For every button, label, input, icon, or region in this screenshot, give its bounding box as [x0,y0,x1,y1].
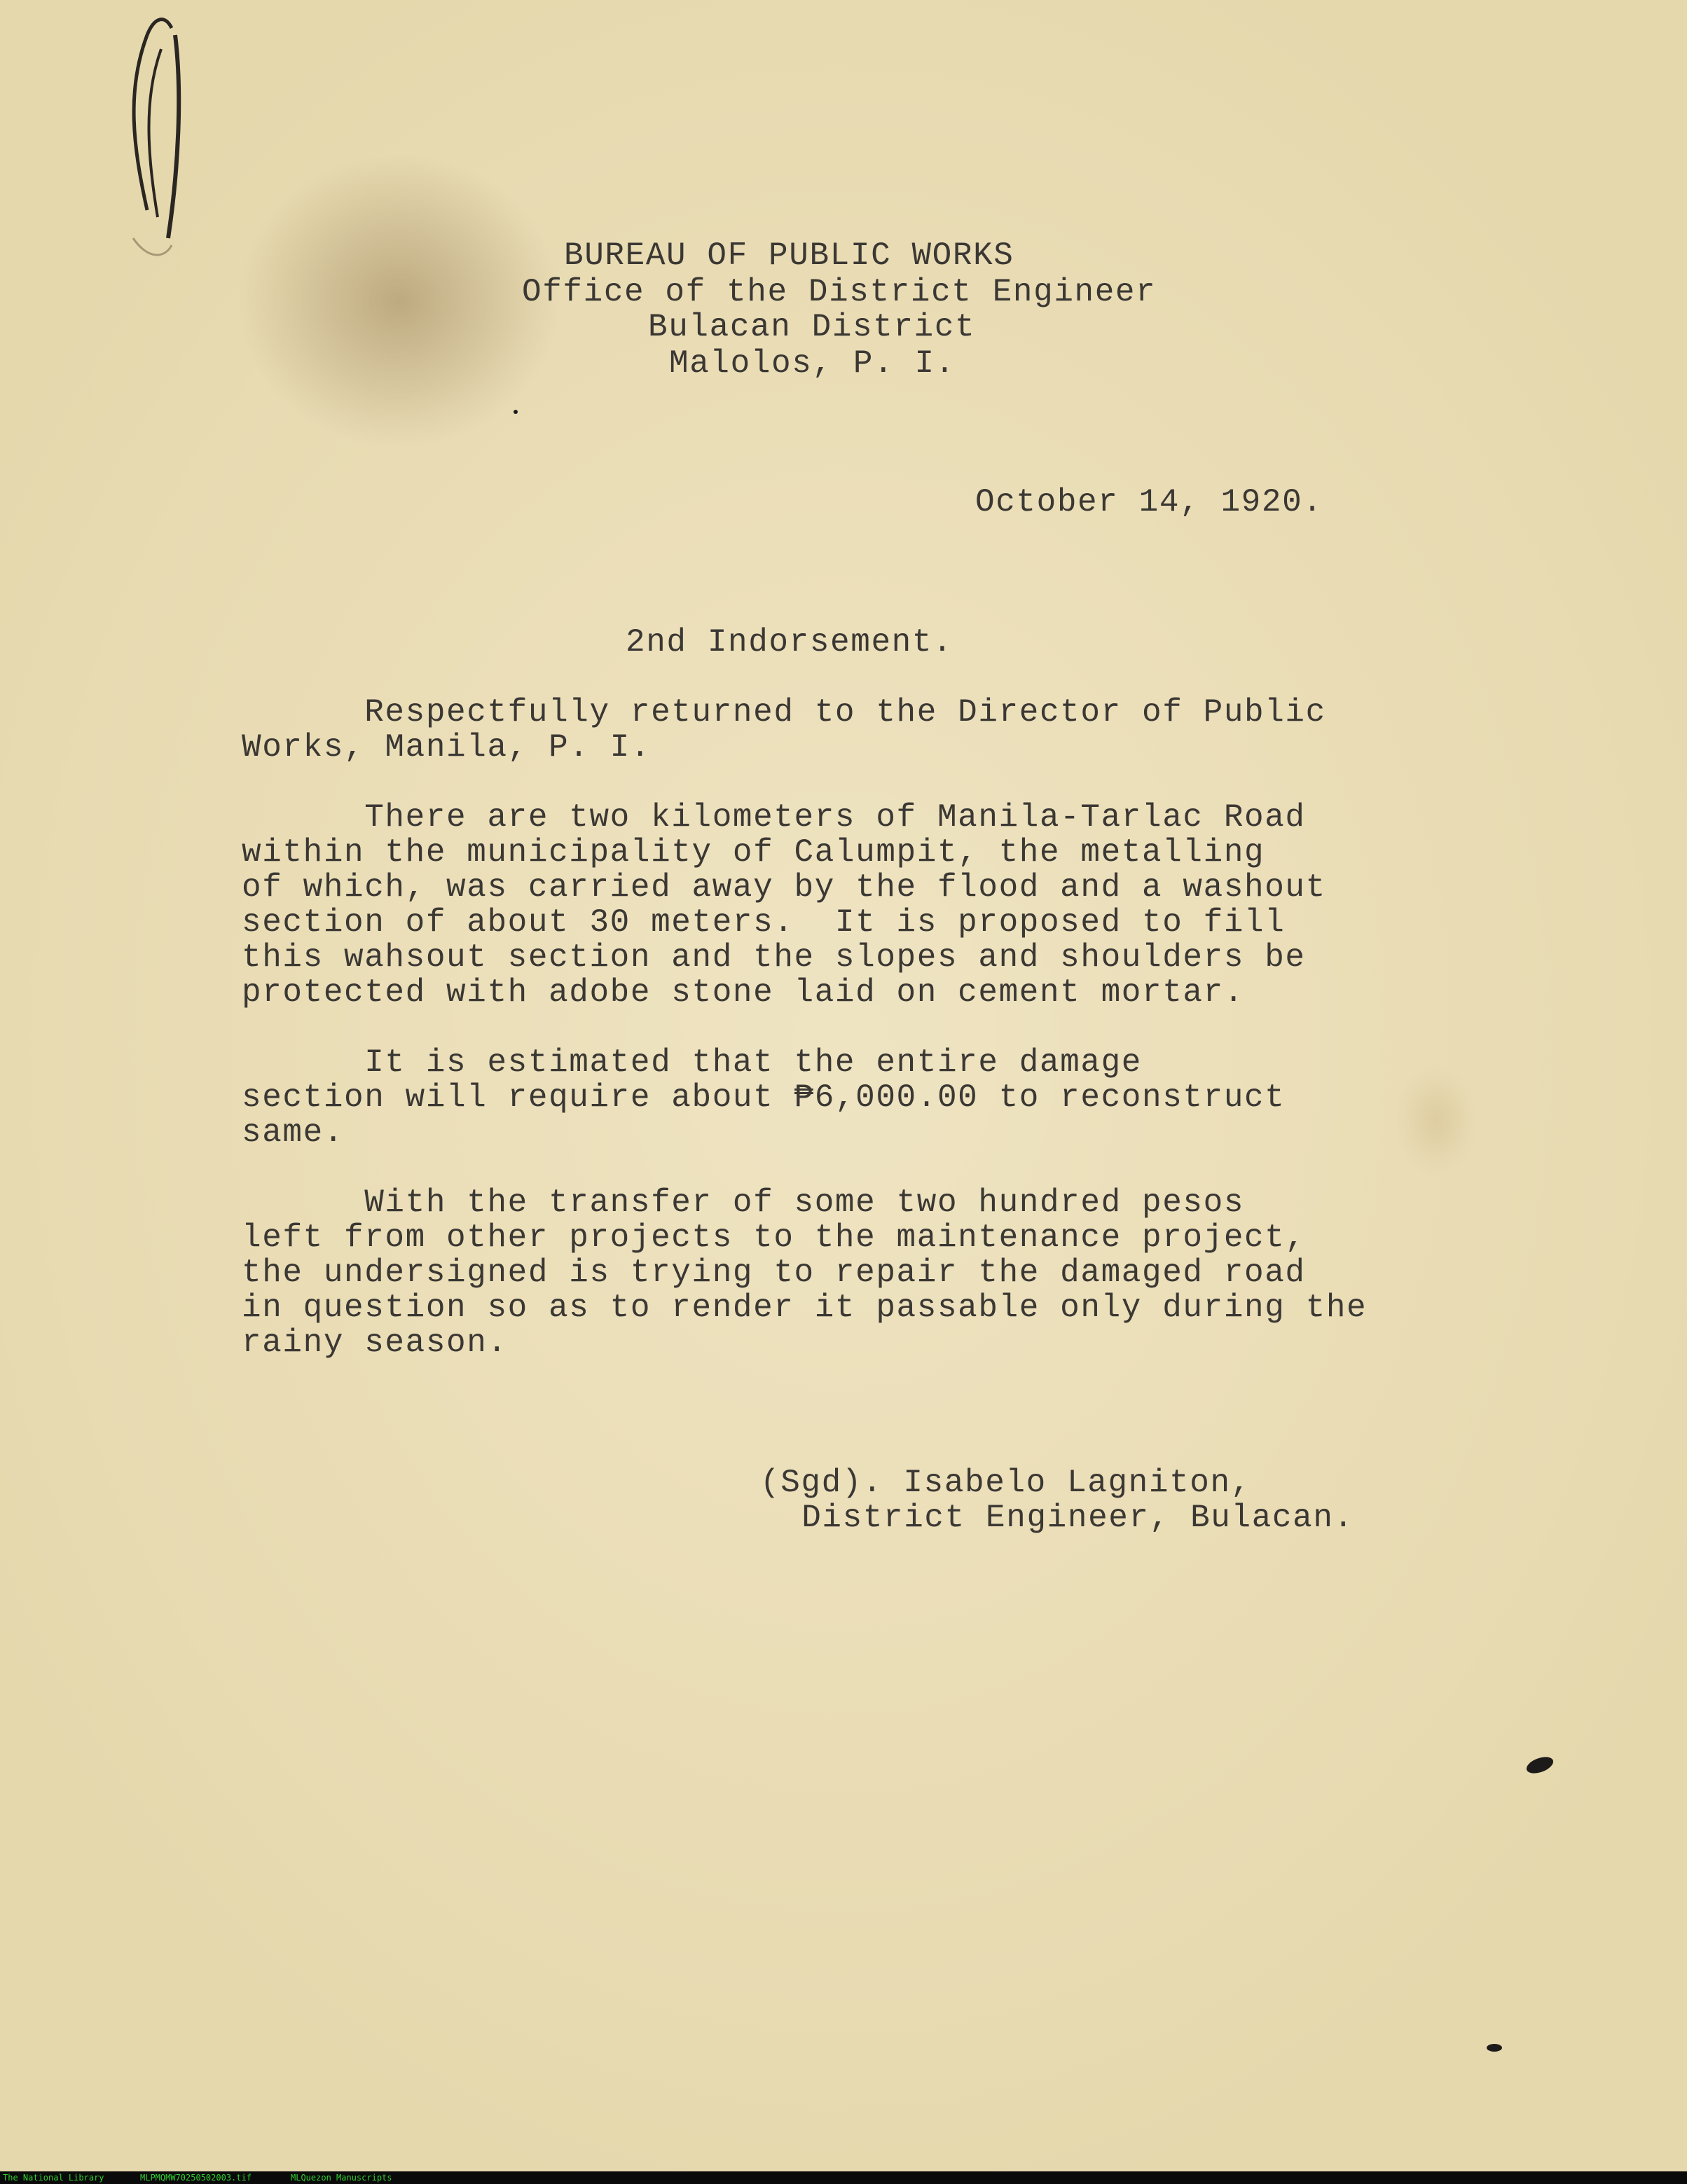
body-line: section will require about ₱6,000.00 to reconstruct [242,1079,1286,1116]
body-line: within the municipality of Calumpit, the metalling [242,834,1265,871]
letterhead-line-4: Malolos, P. I. [669,345,956,382]
body-line: the undersigned is trying to repair the damaged road [242,1255,1306,1291]
paper-clip-mark [105,7,196,273]
signature-title: District Engineer, Bulacan. [781,1500,1354,1536]
scan-footer-bar [0,2171,1687,2184]
body-line: protected with adobe stone laid on cement mortar. [242,974,1245,1011]
letterhead-line-3: Bulacan District [648,309,976,345]
body-line: left from other projects to the maintenance project, [242,1219,1306,1256]
letterhead-line-2: Office of the District Engineer [522,274,1157,310]
body-line: this wahsout section and the slopes and shoulders be [242,939,1306,976]
letterhead-line-1: BUREAU OF PUBLIC WORKS [564,237,1014,274]
body-line: in question so as to render it passable only during the [242,1290,1368,1326]
body-line: section of about 30 meters. It is proposed to fill [242,904,1286,941]
body-line: Works, Manila, P. I. [242,729,652,766]
body-line: rainy season. [242,1325,508,1361]
ink-dot [1487,2044,1502,2052]
letter-date: October 14, 1920. [975,484,1323,520]
footer-collection: MLQuezon Manuscripts [291,2173,392,2183]
body-line: With the transfer of some two hundred pesos [242,1184,1245,1221]
ink-blot [1524,1754,1555,1776]
footer-library: The National Library [3,2173,104,2183]
ink-dot [514,410,518,414]
indorsement-title: 2nd Indorsement. [626,624,953,661]
body-line: of which, was carried away by the flood and a washout [242,869,1326,906]
signature-name: (Sgd). Isabelo Lagniton, [760,1465,1251,1501]
footer-filename: MLPMQMW70250502003.tif [140,2173,252,2183]
body-line: It is estimated that the entire damage [242,1044,1142,1081]
body-line: Respectfully returned to the Director of Public [242,694,1326,731]
body-line: There are two kilometers of Manila-Tarlac Road [242,799,1306,836]
body-line: same. [242,1114,345,1151]
